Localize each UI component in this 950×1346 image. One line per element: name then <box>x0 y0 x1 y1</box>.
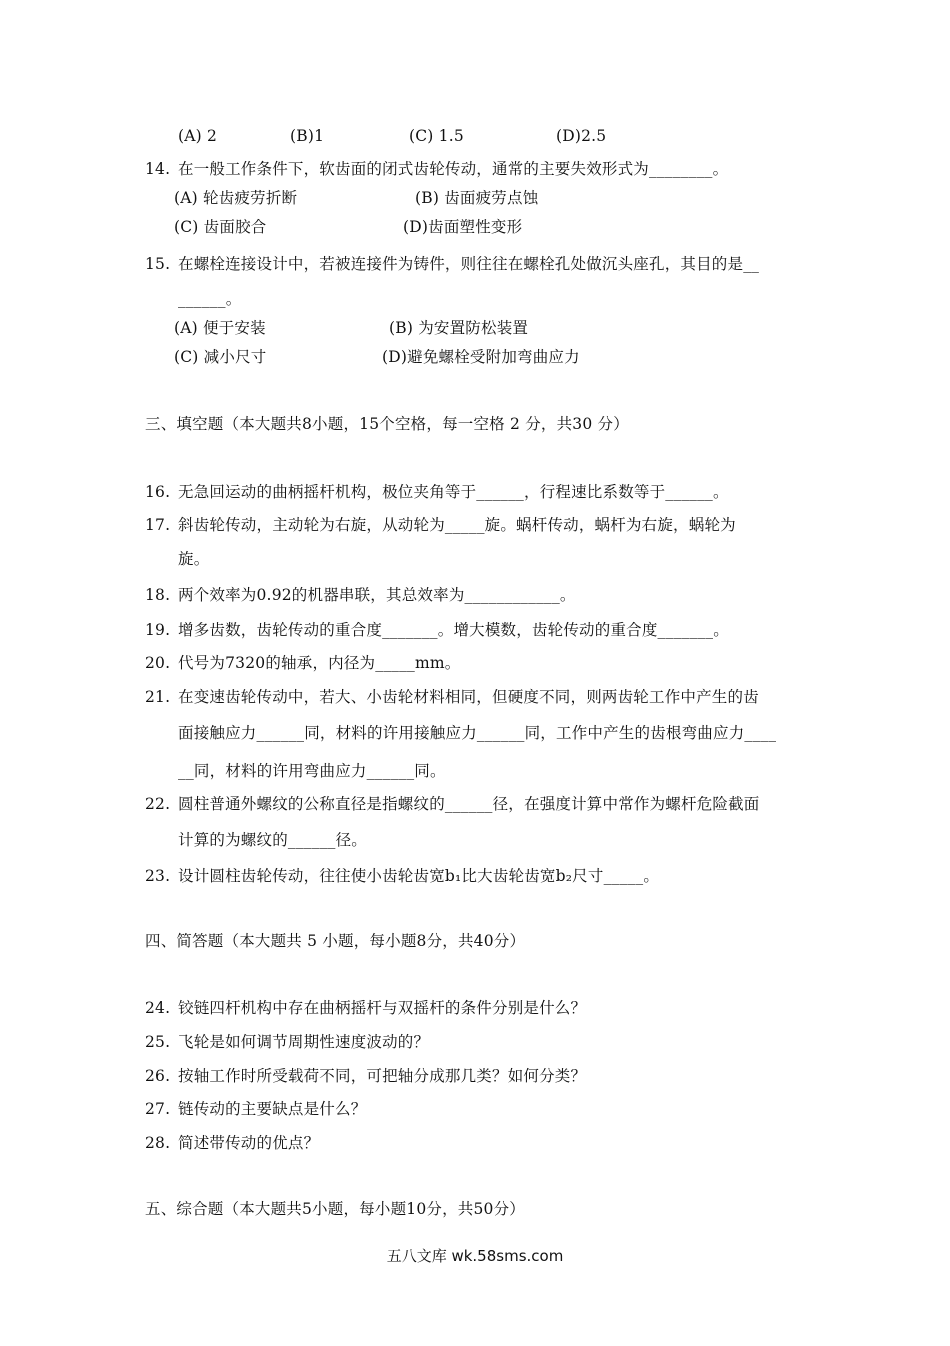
q25-number: 25. <box>145 1033 171 1051</box>
q15-option-d: (D)避免螺栓受附加弯曲应力 <box>382 348 580 366</box>
q13-option-b: (B)1 <box>290 127 325 145</box>
q28-text: 简述带传动的优点？ <box>178 1134 320 1152</box>
q14-option-c: (C) 齿面胶合 <box>174 218 267 236</box>
q15-option-a: (A) 便于安装 <box>174 319 266 337</box>
q21-number: 21. <box>145 688 171 706</box>
q18-text: 两个效率为0.92的机器串联，其总效率为____________。 <box>178 586 576 604</box>
q24-number: 24. <box>145 999 171 1017</box>
q13-option-a: (A) 2 <box>178 127 218 145</box>
q14-number: 14. <box>145 160 171 178</box>
q26-number: 26. <box>145 1067 171 1085</box>
section-4-heading: 四、简答题（本大题共 5 小题，每小题8分，共40分） <box>145 932 526 950</box>
q15-option-b: (B) 为安置防松装置 <box>389 319 529 337</box>
q22-number: 22. <box>145 795 171 813</box>
q14-option-d: (D)齿面塑性变形 <box>403 218 523 236</box>
section-5-heading: 五、综合题（本大题共5小题，每小题10分，共50分） <box>145 1200 526 1218</box>
q19-text: 增多齿数，齿轮传动的重合度_______。增大模数，齿轮传动的重合度_______。 <box>178 621 729 639</box>
q15-option-c: (C) 减小尺寸 <box>174 348 267 366</box>
q17-number: 17. <box>145 516 171 534</box>
q13-option-c: (C) 1.5 <box>409 127 464 145</box>
q25-text: 飞轮是如何调节周期性速度波动的？ <box>178 1033 430 1051</box>
q21-text-line2: 面接触应力______同，材料的许用接触应力______同，工作中产生的齿根弯曲应力____ <box>178 724 777 742</box>
q16-number: 16. <box>145 483 171 501</box>
q19-number: 19. <box>145 621 171 639</box>
q28-number: 28. <box>145 1134 171 1152</box>
q27-text: 链传动的主要缺点是什么？ <box>178 1100 367 1118</box>
q14-option-b: (B) 齿面疲劳点蚀 <box>415 189 539 207</box>
q15-text-line2: ______。 <box>178 290 242 308</box>
q15-text-line1: 在螺栓连接设计中，若被连接件为铸件，则往往在螺栓孔处做沉头座孔，其目的是__ <box>178 255 760 273</box>
q21-text-line3: __同，材料的许用弯曲应力______同。 <box>178 762 446 780</box>
footer-watermark: 五八文库 wk.58sms.com <box>386 1247 564 1265</box>
q13-option-d: (D)2.5 <box>556 127 607 145</box>
q22-text-line2: 计算的为螺纹的______径。 <box>178 831 368 849</box>
q26-text: 按轴工作时所受载荷不同，可把轴分成那几类？如何分类？ <box>178 1067 587 1085</box>
q17-text-line1: 斜齿轮传动，主动轮为右旋，从动轮为_____旋。蜗杆传动，蜗杆为右旋，蜗轮为 <box>178 516 736 534</box>
q23-number: 23. <box>145 867 171 885</box>
q24-text: 铰链四杆机构中存在曲柄摇杆与双摇杆的条件分别是什么？ <box>178 999 587 1017</box>
section-3-heading: 三、填空题（本大题共8小题，15个空格，每一空格 2 分，共30 分） <box>145 415 629 433</box>
q22-text-line1: 圆柱普通外螺纹的公称直径是指螺纹的______径，在强度计算中常作为螺杆危险截面 <box>178 795 760 813</box>
q27-number: 27. <box>145 1100 171 1118</box>
q23-text: 设计圆柱齿轮传动，往往使小齿轮齿宽b₁比大齿轮齿宽b₂尺寸_____。 <box>178 867 660 885</box>
q14-option-a: (A) 轮齿疲劳折断 <box>174 189 298 207</box>
q16-text: 无急回运动的曲柄摇杆机构，极位夹角等于______，行程速比系数等于______。 <box>178 483 729 501</box>
q20-number: 20. <box>145 654 171 672</box>
q18-number: 18. <box>145 586 171 604</box>
q15-number: 15. <box>145 255 171 273</box>
q14-text: 在一般工作条件下，软齿面的闭式齿轮传动，通常的主要失效形式为________。 <box>178 160 729 178</box>
q17-text-line2: 旋。 <box>178 550 210 568</box>
q21-text-line1: 在变速齿轮传动中，若大、小齿轮材料相同，但硬度不同，则两齿轮工作中产生的齿 <box>178 688 759 706</box>
q20-text: 代号为7320的轴承，内径为_____mm。 <box>178 654 461 672</box>
